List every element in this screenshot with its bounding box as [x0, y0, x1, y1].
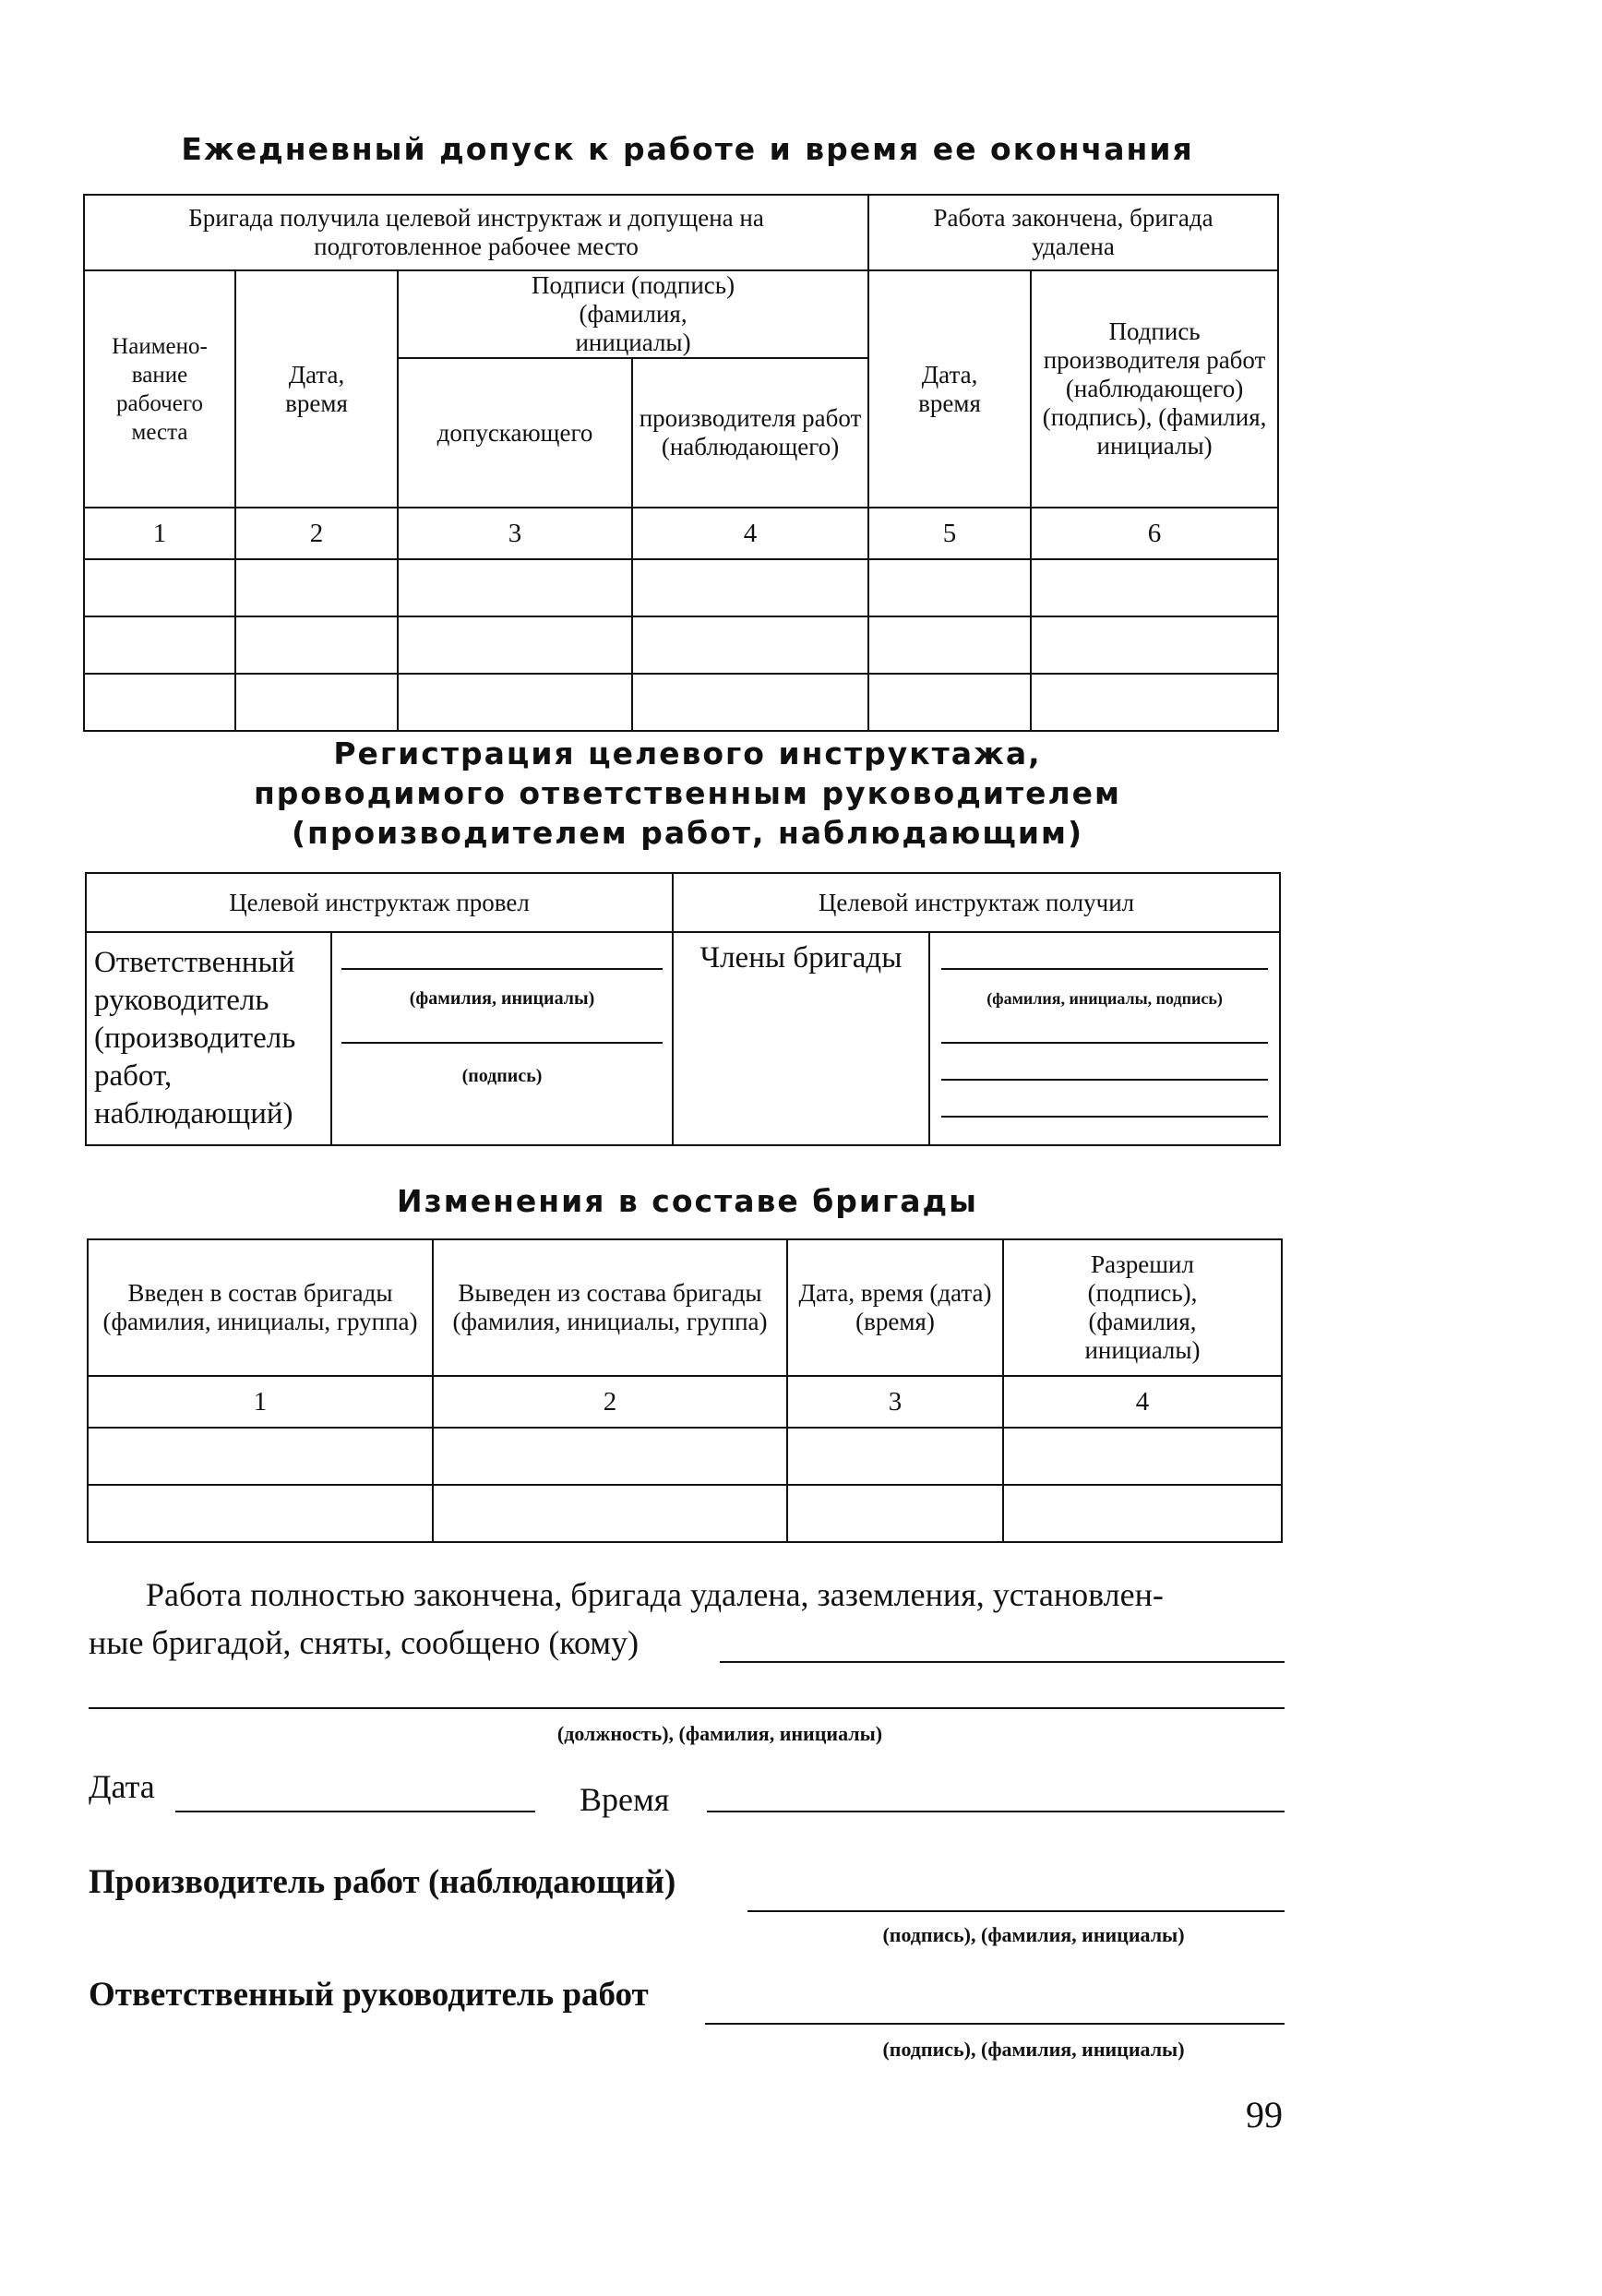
- group-left-header: Бригада получила целевой инструктаж и допущена на подготовленное рабочее место: [84, 195, 868, 270]
- group-right-header: Работа закончена, бригада удалена: [868, 195, 1278, 270]
- briefing-received-header: Целевой инструктаж получил: [673, 873, 1280, 932]
- date-label: Дата: [89, 1768, 155, 1805]
- daily-admission-table: [83, 194, 1279, 732]
- section2-title-line3: (производителем работ, наблюдающим): [291, 815, 1084, 851]
- briefing-table: [85, 872, 1281, 1146]
- col-number: 2: [433, 1376, 787, 1428]
- team-changes-table: [87, 1238, 1283, 1543]
- col-datetime2-header: Дата, время: [868, 270, 1031, 508]
- col-permitted-header: Разрешил (подпись), (фамилия, инициалы): [1003, 1239, 1282, 1376]
- page-number: 99: [1246, 2094, 1283, 2135]
- completion-paragraph-line1: Работа полностью закончена, бригада удалена, заземления, установлен-: [146, 1576, 1164, 1613]
- col-place-header: Наимено-вание рабочего места: [84, 270, 235, 508]
- section2-title-line2: проводимого ответственным руководителем: [253, 775, 1122, 811]
- briefing-signature-cell: [331, 932, 673, 1145]
- col-number: 1: [88, 1376, 433, 1428]
- col-number: 3: [787, 1376, 1003, 1428]
- time-label: Время: [580, 1781, 670, 1818]
- col-number: 4: [1003, 1376, 1282, 1428]
- section2-title-line1: Регистрация целевого инструктажа,: [333, 735, 1042, 771]
- table-row: [88, 1428, 1282, 1485]
- members-label: Члены бригады: [673, 932, 929, 1145]
- col-signatures-header: Подписи (подпись) (фамилия, инициалы): [398, 270, 868, 358]
- col-added-header: Введен в состав бригады (фамилия, инициалы, группа): [88, 1239, 433, 1376]
- section3-title: Изменения в составе бригады: [396, 1183, 979, 1219]
- members-signature-cell: [929, 932, 1280, 1145]
- briefing-given-header: Целевой инструктаж провел: [86, 873, 673, 932]
- completion-paragraph-line2: ные бригадой, сняты, сообщено (кому): [89, 1624, 640, 1661]
- date-line: [175, 1811, 535, 1812]
- col-number: 2: [235, 508, 398, 559]
- responsible-manager-label: Ответственный руководитель (производитель работ, наблюдающий): [86, 932, 331, 1145]
- table-row: [88, 1485, 1282, 1542]
- col-number: 1: [84, 508, 235, 559]
- col-admitting-header: допускающего: [398, 358, 632, 508]
- col-number: 3: [398, 508, 632, 559]
- col-producer-sign-header: Подпись производителя работ (наблюдающего) (подпись), (фамилия, инициалы): [1031, 270, 1278, 508]
- col-datetime-header: Дата, время (дата) (время): [787, 1239, 1003, 1376]
- reported-to-line-2: [89, 1707, 1285, 1709]
- reported-to-line: [720, 1661, 1285, 1663]
- producer-caption: (подпись), (фамилия, инициалы): [882, 1923, 1185, 1946]
- members-caption: (фамилия, инициалы, подпись): [986, 989, 1223, 1008]
- table-row: [84, 616, 1278, 674]
- col-producer-header: производителя работ (наблюдающего): [632, 358, 868, 508]
- time-line: [707, 1811, 1285, 1812]
- producer-line: [747, 1910, 1285, 1912]
- col-removed-header: Выведен из состава бригады (фамилия, инициалы, группа): [433, 1239, 787, 1376]
- col-datetime-header: Дата, время: [235, 270, 398, 508]
- responsible-caption: (подпись), (фамилия, инициалы): [882, 2038, 1185, 2061]
- col-number: 4: [632, 508, 868, 559]
- position-caption: (должность), (фамилия, инициалы): [556, 1722, 883, 1745]
- name-caption: (фамилия, инициалы): [409, 988, 595, 1009]
- table-row: [84, 559, 1278, 616]
- signature-caption: (подпись): [461, 1066, 543, 1086]
- col-number: 5: [868, 508, 1031, 559]
- responsible-label: Ответственный руководитель работ: [89, 1976, 649, 2014]
- producer-label: Производитель работ (наблюдающий): [89, 1863, 676, 1901]
- table-row: [84, 674, 1278, 731]
- col-number: 6: [1031, 508, 1278, 559]
- responsible-line: [705, 2023, 1285, 2025]
- section1-title: Ежедневный допуск к работе и время ее окончания: [181, 131, 1194, 167]
